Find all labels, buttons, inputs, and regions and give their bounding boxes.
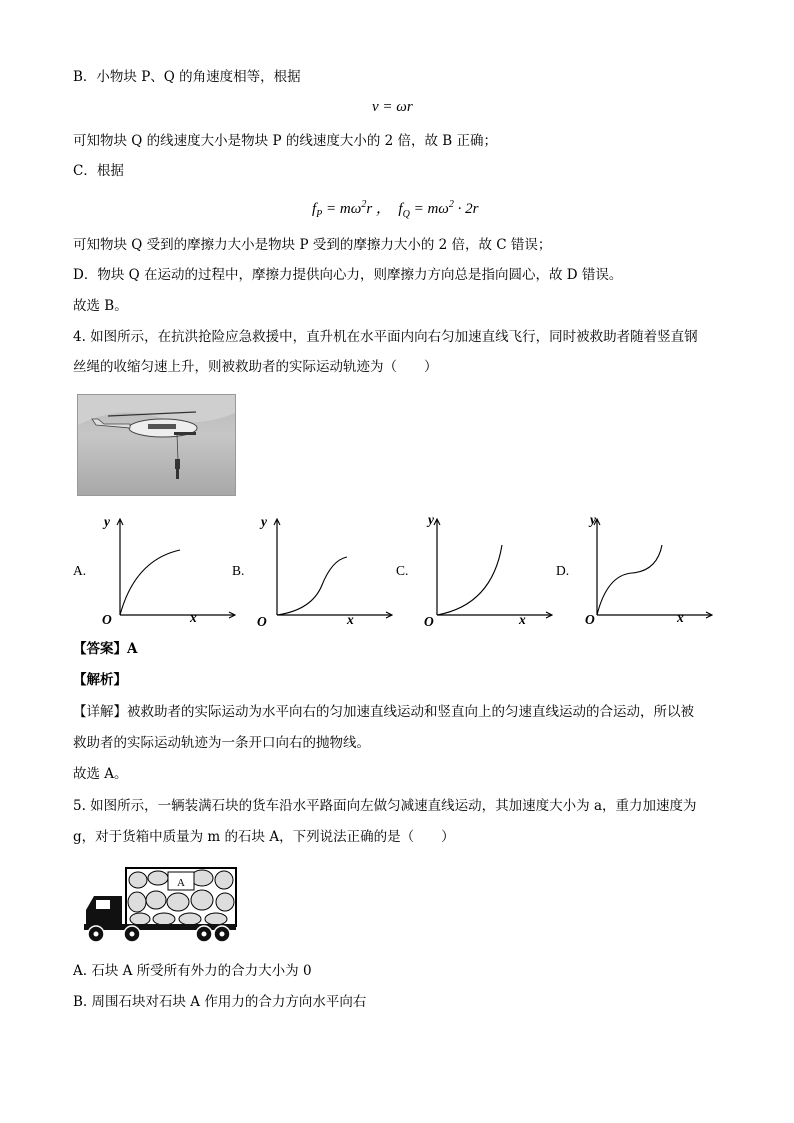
graph-c-y-label: y xyxy=(428,512,434,527)
q5-stem-line2: g，对于货箱中质量为 m 的石块 A，下列说法正确的是（ ） xyxy=(73,829,455,845)
graph-c-origin-label: O xyxy=(424,614,434,629)
graph-a-y-label: y xyxy=(104,514,110,529)
q5-option-a[interactable]: A. 石块 A 所受所有外力的合力大小为 0 xyxy=(73,963,312,979)
helicopter-rescue-photo xyxy=(77,394,236,496)
q4-stem-line1: 4. 如图所示，在抗洪抢险应急救援中，直升机在水平面内向右匀加速直线飞行，同时被救助者随着竖直钢 xyxy=(73,329,698,345)
truck-illustration xyxy=(82,866,238,944)
graph-d-x-label: x xyxy=(677,610,684,625)
graph-b-origin-label: O xyxy=(257,614,267,629)
equation-friction: $f_P = m\omega^2r$ ， $f_Q = m\omega^2 \cdot 2r$ xyxy=(312,199,479,220)
graph-d[interactable] xyxy=(594,519,712,618)
q4-detail-line1: 【详解】被救助者的实际运动为水平向右的匀加速直线运动和竖直向上的匀速直线运动的合运动，所以被 xyxy=(73,704,694,720)
q4-analysis-heading: 【解析】 xyxy=(73,672,127,688)
q4-option-graphs xyxy=(60,505,720,635)
graph-a-origin-label: O xyxy=(102,612,112,627)
q3-option-d-text: D．物块 Q 在运动的过程中，摩擦力提供向心力，则摩擦力方向总是指向圆心，故 D 错误。 xyxy=(73,267,623,283)
q4-choose: 故选 A。 xyxy=(73,766,128,782)
equation-v-omega-r: v = ωr xyxy=(372,99,413,115)
option-a-label[interactable]: A. xyxy=(73,563,87,578)
q4-stem-line2: 丝绳的收缩匀速上升，则被救助者的实际运动轨迹为（ ） xyxy=(73,359,438,375)
q5-option-b[interactable]: B. 周围石块对石块 A 作用力的合力方向水平向右 xyxy=(73,994,367,1010)
q4-detail-line2: 救助者的实际运动轨迹为一条开口向右的抛物线。 xyxy=(73,735,370,751)
q3-option-b-text: B．小物块 P、Q 的角速度相等，根据 xyxy=(73,69,301,85)
option-d-label[interactable]: D. xyxy=(556,563,570,578)
graph-b[interactable] xyxy=(274,519,392,618)
stone-a-label: A xyxy=(177,877,185,889)
graph-d-origin-label: O xyxy=(585,612,595,627)
option-c-label[interactable]: C. xyxy=(396,563,409,578)
graph-d-y-label: y xyxy=(590,512,596,527)
graph-b-y-label: y xyxy=(261,514,267,529)
q3-option-c-text: C．根据 xyxy=(73,163,124,179)
q3-option-b-conclusion: 可知物块 Q 的线速度大小是物块 P 的线速度大小的 2 倍，故 B 正确； xyxy=(73,133,497,149)
graph-c-x-label: x xyxy=(519,612,526,627)
q4-answer: 【答案】A xyxy=(73,641,138,657)
graph-a[interactable] xyxy=(117,519,235,618)
graph-b-x-label: x xyxy=(347,612,354,627)
helicopter-illustration xyxy=(78,395,235,495)
option-b-label[interactable]: B. xyxy=(232,563,245,578)
graph-c[interactable] xyxy=(434,519,552,618)
q5-stem-line1: 5. 如图所示，一辆装满石块的货车沿水平路面向左做匀减速直线运动，其加速度大小为 a，重力加速度为 xyxy=(73,798,697,814)
q3-choose: 故选 B。 xyxy=(73,298,128,314)
q3-option-c-conclusion: 可知物块 Q 受到的摩擦力大小是物块 P 受到的摩擦力大小的 2 倍，故 C 错误； xyxy=(73,237,552,253)
graph-a-x-label: x xyxy=(190,610,197,625)
